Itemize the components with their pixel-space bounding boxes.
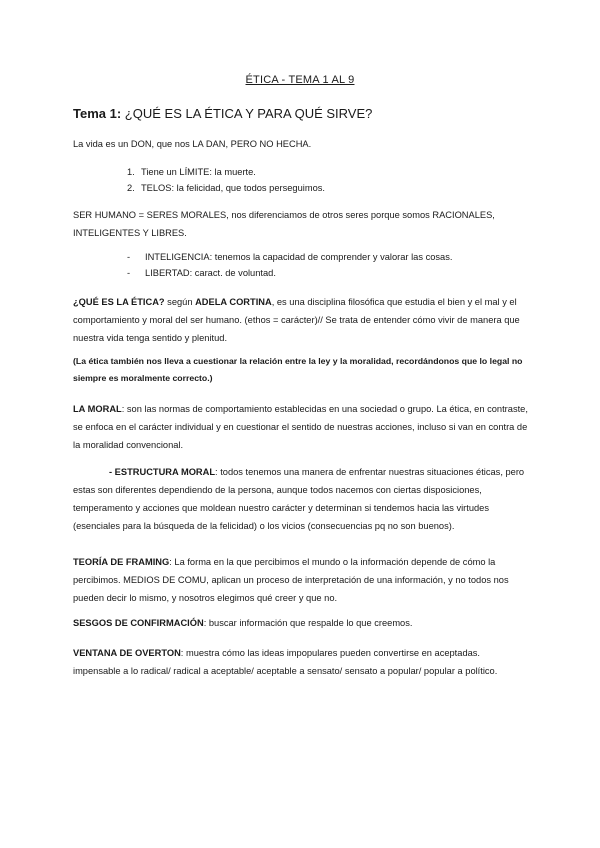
estructura-text: : todos tenemos una manera de enfrentar nuestras situaciones éticas, pero estas son diferentes dependiendo de la persona, aunque todos nacemos con ciertas disposiciones, temperamento y acciones que moldean nuestro carácter y determinan si tendemos hacia las virtudes (esenciales para la búsqueda de la felicidad) o los vicios (consecuencias pq no son buenos). (73, 467, 525, 531)
list-item (127, 266, 452, 282)
list-number: 1. (127, 167, 135, 177)
que-es-author: ADELA CORTINA (195, 297, 272, 307)
list-item (127, 250, 452, 266)
moral-paragraph (73, 400, 528, 454)
list-item (127, 165, 325, 181)
framing-term: TEORÍA DE FRAMING (73, 557, 170, 567)
heading-question: ¿QUÉ ES LA ÉTICA Y PARA QUÉ SIRVE? (124, 106, 373, 121)
note-paragraph: (La ética también nos lleva a cuestionar la relación entre la ley y la moralidad, recordándonos que lo legal no siempre es moralmente correcto.) (73, 356, 523, 383)
overton-paragraph (73, 644, 528, 680)
list-item (127, 181, 325, 197)
sesgos-text: : buscar información que respalde lo que creemos. (203, 618, 413, 628)
sesgos-term: SESGOS DE CONFIRMACIÓN (73, 618, 204, 628)
numbered-list (127, 165, 325, 196)
section-heading (73, 106, 553, 121)
moral-text: : son las normas de comportamiento establecidas en una sociedad o grupo. La ética, en contraste, se enfoca en el carácter individual y en cuestionar el sentido de nuestras acciones, incluso si van en contra de la moralidad convencional. (73, 404, 528, 450)
list-text: INTELIGENCIA: tenemos la capacidad de comprender y valorar las cosas. (145, 252, 453, 262)
que-es-question: ¿QUÉ ES LA ÉTICA? (73, 297, 165, 307)
ser-humano-paragraph: SER HUMANO = SERES MORALES, nos diferenciamos de otros seres porque somos RACIONALES, INTELIGENTES Y LIBRES. (73, 210, 495, 238)
estructura-paragraph (73, 463, 528, 535)
list-text: TELOS: la felicidad, que todos perseguimos. (141, 182, 325, 193)
sesgos-paragraph (73, 614, 528, 632)
overton-text: : muestra cómo las ideas impopulares pueden convertirse en aceptadas. impensable a lo radical/ radical a aceptable/ aceptable a sensato/ sensato a popular/ popular a político. (73, 648, 498, 676)
framing-text: : La forma en la que percibimos el mundo o la información depende de cómo la percibimos. MEDIOS DE COMU, aplican un proceso de interpretación de una información, y no todos nos pueden decir lo mismo, y nosotros elegimos qué creer y que no. (73, 557, 509, 603)
que-es-connector: según (164, 297, 196, 307)
moral-term: LA MORAL (73, 404, 122, 414)
dash-list (127, 250, 452, 281)
list-dash: - (127, 267, 131, 278)
list-dash: - (127, 252, 131, 262)
overton-term: VENTANA DE OVERTON (73, 648, 181, 658)
que-es-paragraph (73, 293, 528, 347)
estructura-term: - ESTRUCTURA MORAL (109, 467, 216, 477)
intro-paragraph: La vida es un DON, que nos LA DAN, PERO NO HECHA. (73, 139, 312, 149)
framing-paragraph (73, 553, 528, 607)
list-text: LIBERTAD: caract. de voluntad. (145, 267, 276, 278)
list-number: 2. (127, 182, 135, 193)
list-text: Tiene un LÍMITE: la muerte. (141, 167, 256, 177)
que-es-text: , es una disciplina filosófica que estudia el bien y el mal y el comportamiento y moral del ser humano. (ethos = carácter)// Se trata de entender cómo vivir de manera que nuestra vida tenga sentido y plenitud. (73, 297, 520, 343)
document-title: ÉTICA - TEMA 1 AL 9 (245, 74, 355, 86)
heading-label: Tema 1: (73, 106, 122, 121)
